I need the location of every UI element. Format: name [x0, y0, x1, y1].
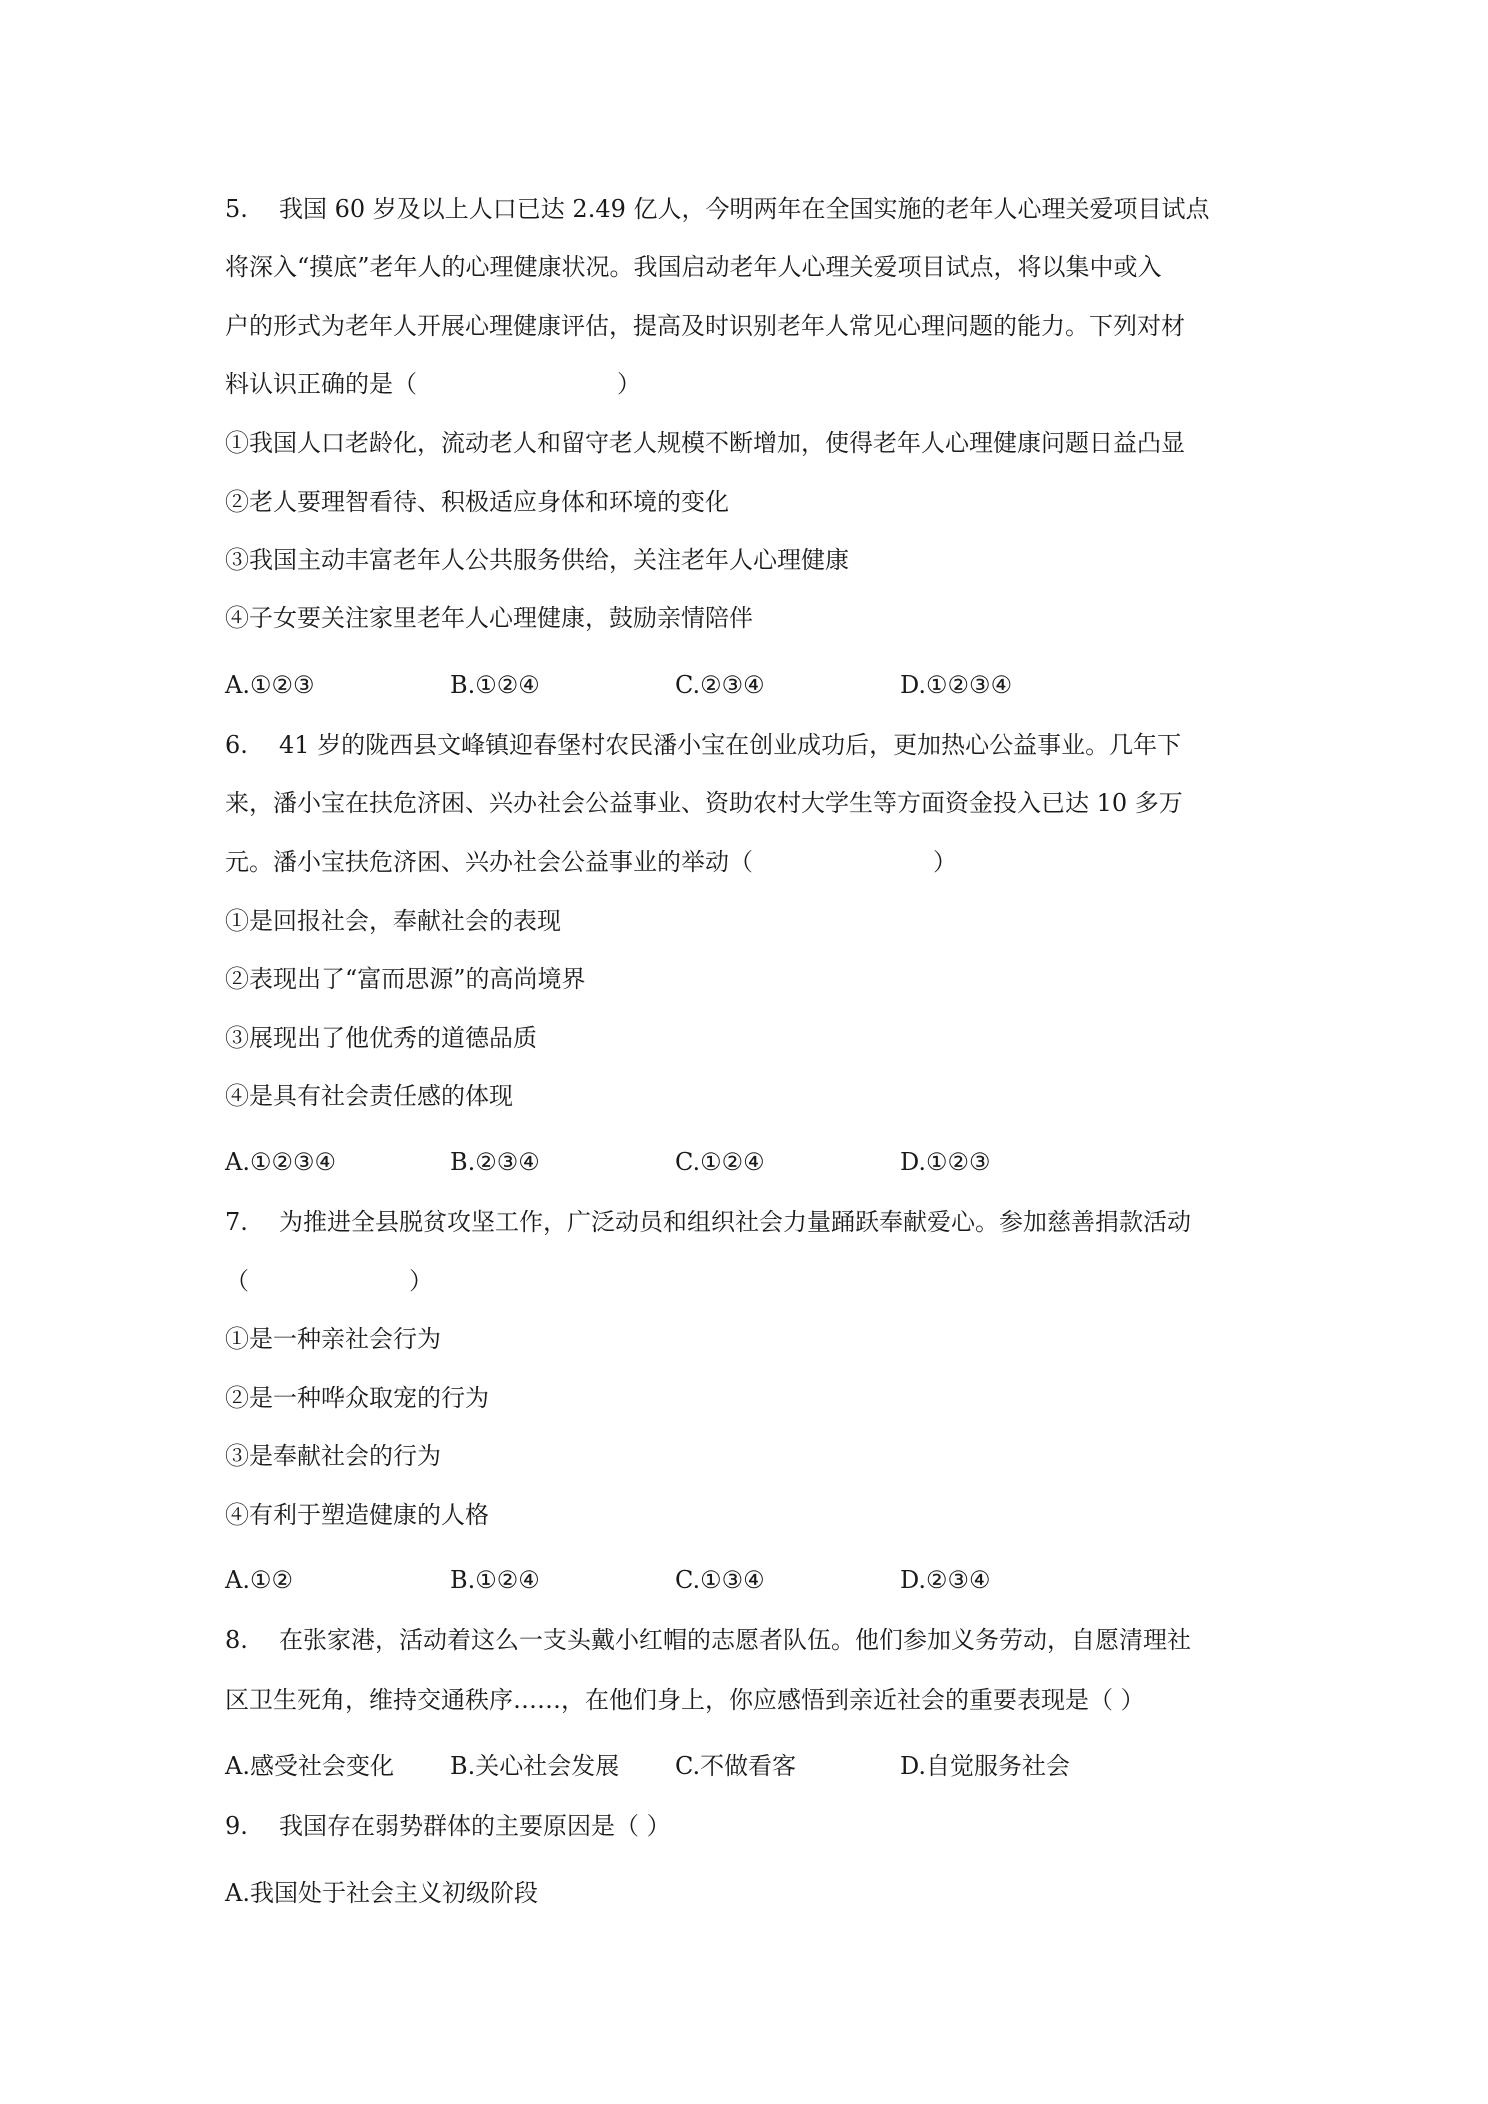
option-d: D.①②③: [900, 1148, 991, 1176]
option-d: D.自觉服务社会: [900, 1752, 1071, 1780]
q6-stem-line-2: 来，潘小宝在扶危济困、兴办社会公益事业、资助农村大学生等方面资金投入已达 10 多万: [225, 789, 1183, 817]
question-number: 9.: [225, 1812, 248, 1840]
q7-statement-2: ②是一种哗众取宠的行为: [225, 1384, 489, 1412]
q6-statement-1: ①是回报社会，奉献社会的表现: [225, 907, 561, 935]
q7-options: [225, 1563, 1275, 1597]
q7-statement-3: ③是奉献社会的行为: [225, 1442, 441, 1470]
q5-options: [225, 668, 1275, 702]
q5-statement-3: ③我国主动丰富老年人公共服务供给，关注老年人心理健康: [225, 546, 849, 574]
q7-stem-line-2: （ ）: [225, 1267, 433, 1295]
option-b: B.①②④: [450, 1566, 540, 1594]
q5-statement-2: ②老人要理智看待、积极适应身体和环境的变化: [225, 488, 729, 516]
option-a: A.①②③: [225, 671, 315, 699]
q9-stem-line-1: 9. 我国存在弱势群体的主要原因是（ ）: [225, 1809, 1275, 1843]
q6-options: [225, 1145, 1275, 1179]
q6-stem-line-3: 元。潘小宝扶危济困、兴办社会公益事业的举动（ ）: [225, 848, 957, 876]
q5-stem-line-1: 5. 我国 60 岁及以上人口已达 2.49 亿人，今明两年在全国实施的老年人心理关爱项目试点: [225, 192, 1275, 226]
q5-statement-4: ④子女要关注家里老年人心理健康，鼓励亲情陪伴: [225, 604, 753, 632]
option-a: A.①②: [225, 1566, 293, 1594]
option-b: B.关心社会发展: [450, 1752, 620, 1780]
option-a: A.感受社会变化: [225, 1752, 394, 1780]
question-number: 5.: [225, 195, 248, 223]
q5-stem-line-2: 将深入“摸底”老年人的心理健康状况。我国启动老年人心理关爱项目试点，将以集中或入: [225, 253, 1162, 281]
option-b: B.②③④: [450, 1148, 540, 1176]
option-d: D.②③④: [900, 1566, 991, 1594]
option-c: C.①②④: [675, 1148, 765, 1176]
option-c: C.①③④: [675, 1566, 765, 1594]
q7-statement-1: ①是一种亲社会行为: [225, 1325, 441, 1353]
q7-stem-line-1: 7. 为推进全县脱贫攻坚工作，广泛动员和组织社会力量踊跃奉献爱心。参加慈善捐款活动: [225, 1205, 1275, 1239]
question-number: 8.: [225, 1626, 248, 1654]
q5-statement-1: ①我国人口老龄化，流动老人和留守老人规模不断增加，使得老年人心理健康问题日益凸显: [225, 429, 1185, 457]
option-d: D.①②③④: [900, 671, 1013, 699]
option-c: C.②③④: [675, 671, 765, 699]
q6-stem-line-1: 6. 41 岁的陇西县文峰镇迎春堡村农民潘小宝在创业成功后，更加热心公益事业。几年下: [225, 728, 1275, 762]
q5-stem-line-3: 户的形式为老年人开展心理健康评估，提高及时识别老年人常见心理问题的能力。下列对材: [225, 312, 1185, 340]
option-a: A.①②③④: [225, 1148, 337, 1176]
q6-statement-3: ③展现出了他优秀的道德品质: [225, 1024, 537, 1052]
q6-statement-2: ②表现出了“富而思源”的高尚境界: [225, 965, 586, 993]
option-a: A.我国处于社会主义初级阶段: [225, 1879, 538, 1907]
q6-statement-4: ④是具有社会责任感的体现: [225, 1082, 513, 1110]
option-c: C.不做看客: [675, 1752, 797, 1780]
q7-statement-4: ④有利于塑造健康的人格: [225, 1501, 489, 1529]
question-number: 7.: [225, 1208, 248, 1236]
q8-stem-line-1: 8. 在张家港，活动着这么一支头戴小红帽的志愿者队伍。他们参加义务劳动，自愿清理社: [225, 1623, 1275, 1657]
q9-options: [225, 1876, 1275, 1910]
q8-options: [225, 1749, 1275, 1783]
option-b: B.①②④: [450, 671, 540, 699]
q8-stem-line-2: 区卫生死角，维持交通秩序……，在他们身上，你应感悟到亲近社会的重要表现是（ ）: [225, 1686, 1145, 1714]
q5-stem-line-4: 料认识正确的是（ ）: [225, 370, 641, 398]
question-number: 6.: [225, 731, 248, 759]
